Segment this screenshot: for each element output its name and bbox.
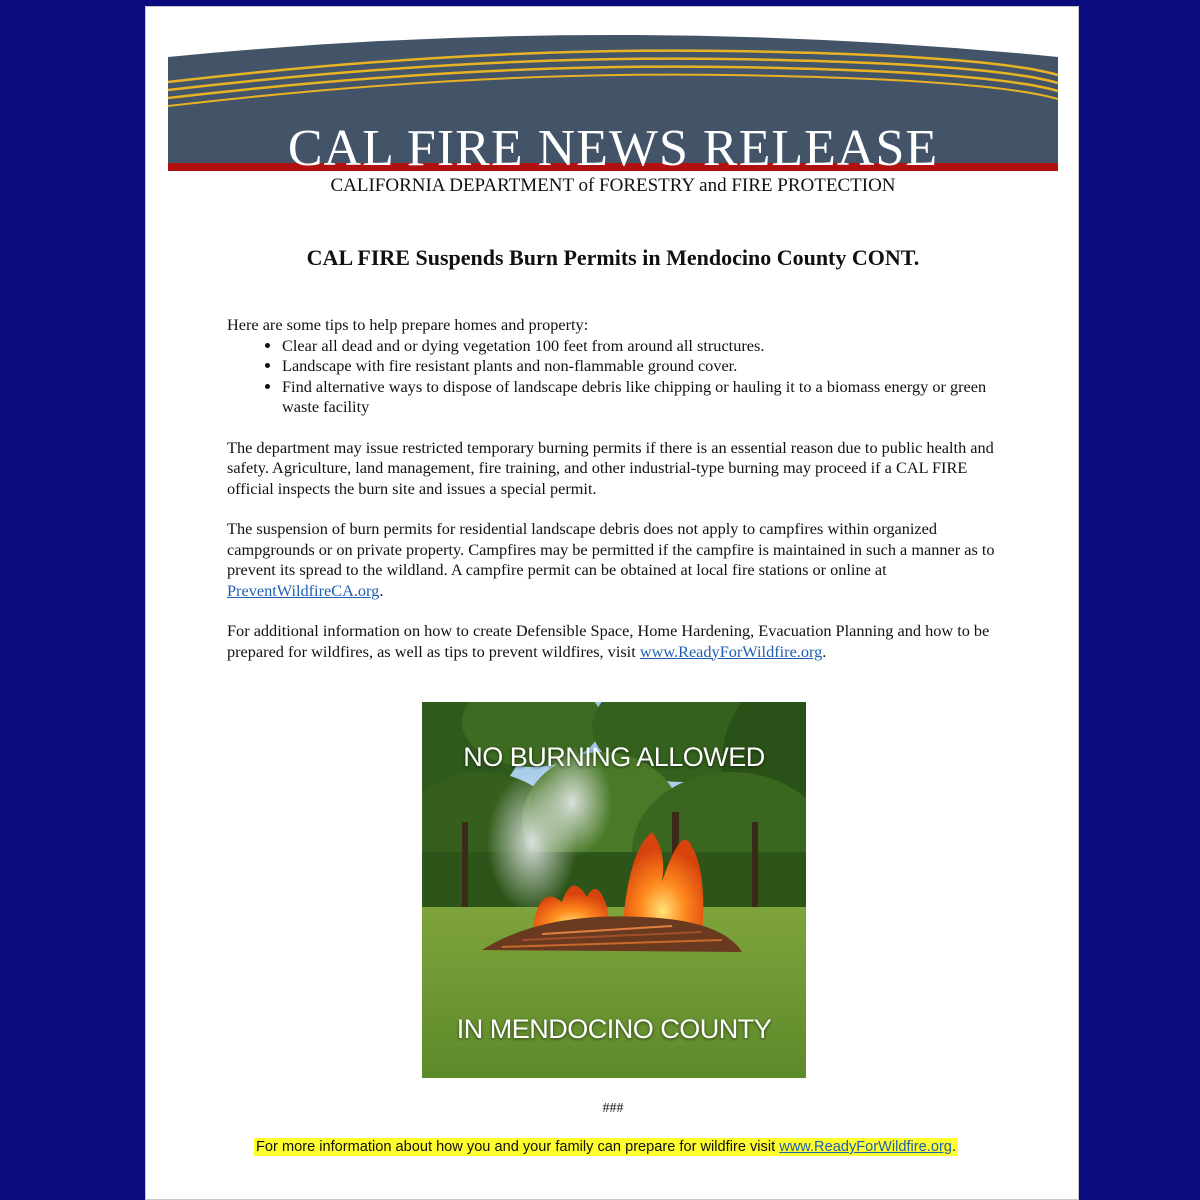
campfires-text: The suspension of burn permits for residential landscape debris does not apply to campfires within organized campgrounds or on private property. Campfires may be permitted if the campfire is maintained in such a manner as to prevent its spread to the wildland. A campfire permit can be obtained at local fire stations or online at	[227, 519, 995, 579]
list-item: • Find alternative ways to dispose of landscape debris like chipping or hauling it to a biomass energy or green waste facility	[282, 377, 1017, 418]
campfires-paragraph	[227, 519, 1017, 601]
footer-text: For more information about how you and your family can prepare for wildfire visit	[256, 1139, 776, 1155]
info-paragraph	[227, 621, 1017, 662]
footer-ready-for-wildfire-link[interactable]: www.ReadyForWildfire.org	[779, 1139, 952, 1155]
prevent-wildfire-link[interactable]: PreventWildfireCA.org	[227, 580, 380, 600]
ready-for-wildfire-link[interactable]: www.ReadyForWildfire.org	[639, 641, 823, 661]
headline: CAL FIRE Suspends Burn Permits in Mendocino County CONT.	[306, 245, 920, 270]
no-burning-photo	[422, 702, 806, 1078]
department-name: CALIFORNIA DEPARTMENT of FORESTRY and FIRE PROTECTION	[330, 175, 896, 196]
period: .	[822, 641, 827, 661]
tips-list	[227, 336, 1017, 418]
info-text: For additional information on how to create Defensible Space, Home Hardening, Evacuation Planning and how to be prepared for wildfires, as well as tips to prevent wildfires, visit	[227, 621, 990, 661]
period: .	[951, 1139, 956, 1155]
list-item: • Clear all dead and or dying vegetation 100 feet from around all structures.	[282, 336, 1017, 357]
county-caption: IN MENDOCINO COUNTY	[456, 1014, 772, 1044]
permits-paragraph: The department may issue restricted temporary burning permits if there is an essential reason due to public health and safety. Agriculture, land management, fire training, and other industrial-type burning may proceed if a CAL FIRE official inspects the burn site and issues a special permit.	[227, 437, 994, 498]
release-body	[227, 315, 1017, 682]
tips-intro: Here are some tips to help prepare homes and property:	[227, 315, 589, 334]
list-item: • Landscape with fire resistant plants and non-flammable ground cover.	[282, 356, 1017, 377]
footer-highlight-note	[254, 1138, 958, 1156]
period: .	[379, 580, 384, 600]
release-title: CAL FIRE NEWS RELEASE	[287, 120, 939, 177]
no-burning-caption: NO BURNING ALLOWED	[463, 742, 765, 772]
news-release-page	[145, 6, 1079, 1200]
end-mark: ###	[602, 1101, 624, 1116]
